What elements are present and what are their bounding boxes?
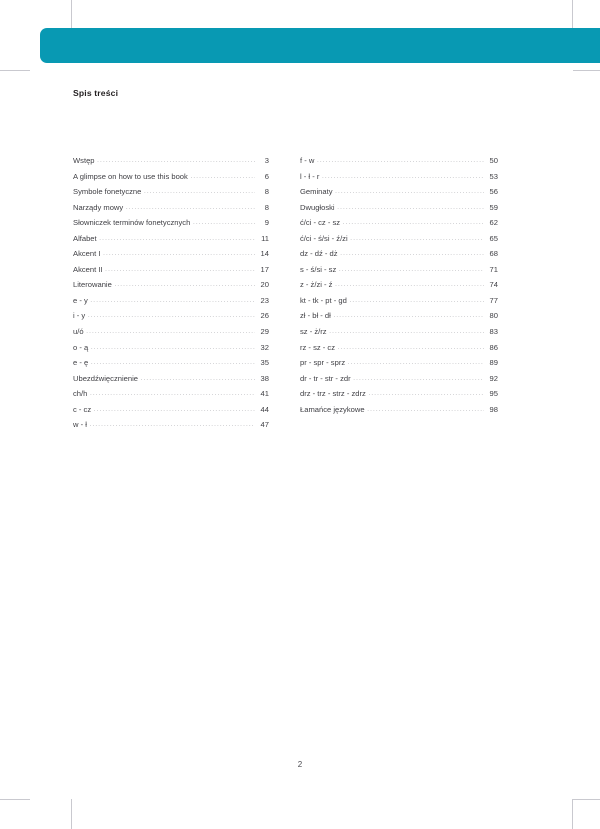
toc-entry-label: Słowniczek terminów fonetycznych (73, 218, 191, 228)
toc-entry-page-number: 32 (260, 342, 269, 352)
toc-entry-page-number: 74 (489, 280, 498, 290)
toc-entry-label: z - ż/zi - ź (300, 280, 333, 290)
toc-entry-page-number: 98 (489, 404, 498, 414)
toc-entry-page-number: 9 (264, 218, 269, 228)
toc-entry-label: Symbole fonetyczne (73, 187, 142, 197)
toc-entry-page-number: 53 (489, 171, 498, 181)
toc-entry[interactable] (300, 249, 498, 265)
toc-entry[interactable] (73, 374, 269, 390)
toc-entry[interactable] (300, 343, 498, 359)
toc-entry[interactable] (73, 420, 269, 436)
toc-dot-leader (193, 218, 255, 225)
toc-entry[interactable] (300, 358, 498, 374)
toc-entry[interactable] (73, 218, 269, 234)
toc-entry-page-number: 20 (260, 280, 269, 290)
teal-header-band (40, 28, 600, 63)
toc-entry-page-number: 23 (260, 295, 269, 305)
crop-mark-top-left-vertical (71, 0, 72, 30)
toc-dot-leader (329, 327, 484, 334)
toc-entry[interactable] (300, 311, 498, 327)
toc-entry-page-number: 89 (489, 358, 498, 368)
toc-dot-leader (335, 280, 484, 287)
toc-entry[interactable] (300, 405, 498, 421)
toc-entry-page-number: 65 (489, 233, 498, 243)
toc-entry-label: ć/ci - cz - sz (300, 218, 341, 228)
page-title: Spis treści (73, 88, 119, 98)
toc-entry[interactable] (73, 156, 269, 172)
toc-dot-leader (349, 296, 484, 303)
toc-entry-label: u/ó (73, 327, 84, 337)
toc-entry[interactable] (73, 343, 269, 359)
toc-entry[interactable] (300, 172, 498, 188)
toc-entry-page-number: 47 (260, 420, 269, 430)
toc-dot-leader (339, 265, 484, 272)
toc-entry-page-number: 38 (260, 373, 269, 383)
crop-mark-top-right-vertical (572, 0, 573, 30)
toc-entry[interactable] (73, 172, 269, 188)
toc-dot-leader (99, 234, 255, 241)
toc-entry-label: dr - tr - str - zdr (300, 373, 351, 383)
toc-entry-page-number: 95 (489, 389, 498, 399)
toc-entry-label: Geminaty (300, 187, 333, 197)
toc-dot-leader (322, 172, 484, 179)
toc-entry-page-number: 83 (489, 327, 498, 337)
crop-mark-top-left-horizontal (0, 70, 30, 71)
toc-entry-label: zł - bł - dł (300, 311, 331, 321)
crop-mark-bottom-left-vertical (71, 799, 72, 829)
toc-dot-leader (317, 156, 484, 163)
toc-entry-label: o - ą (73, 342, 89, 352)
toc-entry-label: e - ę (73, 358, 89, 368)
toc-entry[interactable] (300, 280, 498, 296)
toc-entry-page-number: 92 (489, 373, 498, 383)
toc-entry-label: sz - ż/rz (300, 327, 327, 337)
toc-entry-label: l - ł - r (300, 171, 320, 181)
toc-dot-leader (91, 358, 255, 365)
toc-entry-page-number: 80 (489, 311, 498, 321)
toc-entry-page-number: 3 (264, 156, 269, 165)
toc-dot-leader (353, 374, 484, 381)
toc-dot-leader (190, 172, 255, 179)
toc-entry-label: Łamańce językowe (300, 404, 365, 414)
toc-entry[interactable] (73, 280, 269, 296)
toc-entry[interactable] (300, 234, 498, 250)
toc-dot-leader (88, 311, 255, 318)
toc-dot-leader (338, 343, 484, 350)
toc-entry-page-number: 35 (260, 358, 269, 368)
toc-entry-label: w - ł (73, 420, 87, 430)
toc-dot-leader (90, 296, 255, 303)
toc-entry[interactable] (300, 187, 498, 203)
toc-dot-leader (348, 358, 484, 365)
toc-entry[interactable] (73, 389, 269, 405)
toc-entry[interactable] (73, 296, 269, 312)
toc-entry[interactable] (73, 327, 269, 343)
toc-entry-page-number: 59 (489, 202, 498, 212)
toc-entry-label: Alfabet (73, 233, 97, 243)
toc-entry[interactable] (73, 249, 269, 265)
toc-dot-leader (103, 249, 255, 256)
toc-entry-label: ch/h (73, 389, 88, 399)
toc-entry[interactable] (300, 203, 498, 219)
toc-entry[interactable] (300, 374, 498, 390)
toc-dot-leader (97, 156, 255, 163)
toc-entry[interactable] (300, 265, 498, 281)
toc-entry-label: ć/ci - ś/si - ź/zi (300, 233, 348, 243)
toc-entry-page-number: 56 (489, 187, 498, 197)
toc-entry-label: Literowanie (73, 280, 112, 290)
toc-dot-leader (368, 389, 484, 396)
toc-entry[interactable] (73, 358, 269, 374)
toc-entry[interactable] (300, 327, 498, 343)
toc-entry[interactable] (300, 389, 498, 405)
toc-entry-label: A glimpse on how to use this book (73, 171, 188, 181)
toc-entry-page-number: 8 (264, 187, 269, 197)
toc-entry-label: Dwugłoski (300, 202, 335, 212)
crop-mark-bottom-left-horizontal (0, 799, 30, 800)
toc-column-left (73, 156, 269, 436)
toc-dot-leader (94, 405, 255, 412)
toc-entry[interactable] (73, 187, 269, 203)
toc-entry-page-number: 14 (260, 249, 269, 259)
toc-entry-label: Ubezdźwięcznienie (73, 373, 139, 383)
toc-dot-leader (337, 203, 484, 210)
toc-entry-page-number: 50 (489, 156, 498, 165)
toc-entry-page-number: 62 (489, 218, 498, 228)
toc-column-right (300, 156, 498, 420)
crop-mark-bottom-right-vertical (572, 799, 573, 829)
toc-entry-label: Akcent II (73, 264, 103, 274)
toc-entry-label: s - ś/si - sz (300, 264, 337, 274)
toc-entry-page-number: 8 (264, 202, 269, 212)
toc-dot-leader (367, 405, 484, 412)
toc-entry-label: Akcent I (73, 249, 101, 259)
toc-entry-page-number: 44 (260, 404, 269, 414)
toc-dot-leader (141, 374, 255, 381)
toc-entry-label: rz - sz - cz (300, 342, 336, 352)
toc-entry-page-number: 11 (261, 233, 269, 243)
toc-dot-leader (335, 187, 484, 194)
toc-entry-page-number: 86 (489, 342, 498, 352)
toc-dot-leader (144, 187, 255, 194)
toc-entry-page-number: 17 (260, 264, 269, 274)
toc-dot-leader (126, 203, 255, 210)
toc-dot-leader (350, 234, 484, 241)
toc-dot-leader (114, 280, 255, 287)
crop-mark-top-right-horizontal (573, 70, 600, 71)
toc-entry[interactable] (73, 311, 269, 327)
toc-entry[interactable] (73, 203, 269, 219)
toc-dot-leader (105, 265, 255, 272)
toc-entry[interactable] (73, 265, 269, 281)
toc-entry[interactable] (300, 296, 498, 312)
page-number: 2 (297, 760, 303, 769)
toc-entry-label: pr - spr - sprz (300, 358, 346, 368)
toc-entry-label: kt - tk - pt - gd (300, 295, 347, 305)
toc-entry-page-number: 41 (260, 389, 269, 399)
toc-entry-page-number: 68 (489, 249, 498, 259)
toc-dot-leader (86, 327, 255, 334)
toc-entry-page-number: 26 (260, 311, 269, 321)
toc-dot-leader (343, 218, 484, 225)
toc-dot-leader (340, 249, 484, 256)
toc-entry-label: i - y (73, 311, 86, 321)
toc-dot-leader (89, 420, 255, 427)
toc-entry-label: f - w (300, 156, 315, 165)
toc-entry-page-number: 6 (264, 171, 269, 181)
toc-entry[interactable] (73, 405, 269, 421)
toc-entry-label: c - cz (73, 404, 92, 414)
toc-entry-label: e - y (73, 295, 88, 305)
toc-entry-page-number: 71 (489, 264, 498, 274)
toc-entry-label: Wstęp (73, 156, 95, 165)
toc-entry[interactable] (73, 234, 269, 250)
toc-entry-page-number: 29 (260, 327, 269, 337)
toc-dot-leader (90, 389, 255, 396)
toc-dot-leader (333, 311, 484, 318)
toc-entry-label: Narządy mowy (73, 202, 124, 212)
toc-entry-label: drz - trz - strz - zdrz (300, 389, 366, 399)
toc-entry[interactable] (300, 218, 498, 234)
toc-dot-leader (91, 343, 255, 350)
toc-entry-label: dz - dź - dż (300, 249, 338, 259)
toc-entry[interactable] (300, 156, 498, 172)
toc-entry-page-number: 77 (489, 295, 498, 305)
crop-mark-bottom-right-horizontal (573, 799, 600, 800)
